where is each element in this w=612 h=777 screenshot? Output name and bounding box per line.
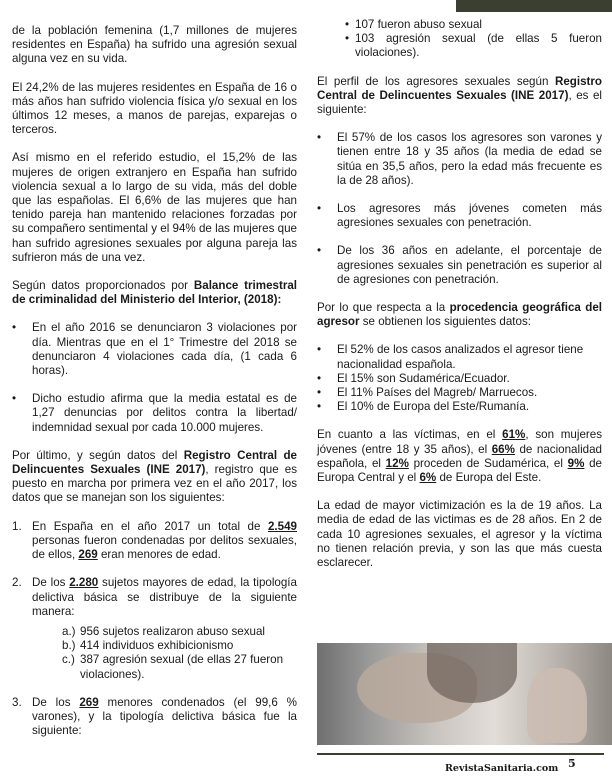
paragraph: Por último, y según datos del Registro Central de Delincuentes Sexuales (INE 2017), registro que es puesto en marcha por primera vez en el año 2017, los datos que se manejan son los siguientes: xyxy=(12,448,297,505)
paragraph: de la población femenina (1,7 millones de mujeres residentes en España) ha sufrido una agresión sexual alguna vez en su vida. xyxy=(12,24,297,66)
paragraph: El perfil de los agresores sexuales según Registro Central de Delincuentes Sexuales (INE 2017), es el siguiente: xyxy=(317,74,602,117)
page-number: 5 xyxy=(568,757,576,770)
list-item: 3. De los 269 menores condenados (el 99,6 % varones), y la tipología delictiva básica fue la siguiente: xyxy=(12,695,297,738)
paragraph: La edad de mayor victimización es la de 19 años. La media de edad de las victimas es de 28 años. En 2 de cada 10 agresiones sexuales, el agresor y la víctima no tienen relación previa, y son las que más cuesta esclarecer. xyxy=(317,499,602,570)
footer-site-name: RevistaSanitaria.com xyxy=(445,763,559,774)
list-item: • El 10% de Europa del Este/Rumanía. xyxy=(317,400,602,414)
list-item: • En el año 2016 se denunciaron 3 violaciones por día. Mientras que en el 1° Trimestre del 2018 se denunciaron 4 violaciones cada día, (1 cada 6 horas). xyxy=(12,321,297,378)
bullet-list xyxy=(317,131,602,287)
paragraph: Según datos proporcionados por Balance trimestral de criminalidad del Ministerio del Interior, (2018): xyxy=(12,279,298,307)
footer-rule xyxy=(317,753,604,755)
list-item: 1. En España en el año 2017 un total de 2.549 personas fueron condenadas por delitos sexuales, de ellos, 269 eran menores de edad. xyxy=(12,519,297,562)
list-item: c.) 387 agresión sexual (de ellas 27 fueron violaciones). xyxy=(62,653,284,681)
list-item: • El 15% son Sudamérica/Ecuador. xyxy=(317,372,602,386)
paragraph: Por lo que respecta a la procedencia geográfica del agresor se obtienen los siguientes datos: xyxy=(317,301,602,329)
source-title: Registro Central de Delincuentes Sexuales (INE 2017) xyxy=(317,74,602,102)
source-title: Registro Central de Delincuentes Sexuales (INE 2017) xyxy=(12,448,297,477)
source-title: procedencia geográfica del agresor xyxy=(317,301,602,329)
bullet-list xyxy=(317,343,602,414)
sub-list xyxy=(32,625,297,682)
sub-bullet-list xyxy=(317,18,602,61)
header-accent-bar xyxy=(456,0,612,12)
list-item: 2. De los 2.280 sujetos mayores de edad, la tipología delictiva básica se distribuye de la siguiente manera: a.) 956 sujetos realizaron abuso sexual b.) 414 individuos exhibicionismo c.) 387 agresión sexual (de ellas 27 fueron violaciones). xyxy=(12,576,297,681)
paragraph: El 24,2% de las mujeres residentes en España de 16 o más años han sufrido violencia física y/o sexual en los últimos 12 meses, a manos de parejas, exparejas o terceros. xyxy=(12,80,297,137)
list-item: • De los 36 años en adelante, el porcentaje de agresiones sexuales sin penetración es superior al de agresiones con penetración. xyxy=(317,244,602,287)
list-item: • 107 fueron abuso sexual xyxy=(345,18,602,32)
list-item: • Los agresores más jóvenes cometen más agresiones sexuales con penetración. xyxy=(317,202,602,230)
bullet-list xyxy=(12,321,297,434)
numbered-list xyxy=(12,520,297,739)
paragraph: En cuanto a las víctimas, en el 61%, son mujeres jóvenes (entre 18 y 35 años), el 66% de nacionalidad española, el 12% proceden de Sudamérica, el 9% de Europa Central y el 6% de Europa del Este. xyxy=(317,428,602,485)
right-column xyxy=(317,18,602,570)
list-item: • Dicho estudio afirma que la media estatal es de 1,27 denuncias por delitos contra la libertad/ indemnidad sexual por cada 10.000 mujeres. xyxy=(12,392,297,435)
left-column xyxy=(12,24,297,738)
source-title: Balance trimestral de criminalidad del Ministerio del Interior, (2018): xyxy=(12,279,298,307)
paragraph: Así mismo en el referido estudio, el 15,2% de las mujeres de origen extranjero en España han sufrido violencia sexual a lo largo de su vida, más del doble que las españolas. El 6,6% de las mujeres que han tenido pareja han mantenido relaciones forzadas por su compañero sentimental y el 94% de las mujeres que han sufrido agresiones sexuales por alguna pareja las sufrieron más de una vez. xyxy=(12,151,297,264)
list-item: • El 11% Países del Magreb/ Marruecos. xyxy=(317,386,602,400)
list-item: a.) 956 sujetos realizaron abuso sexual xyxy=(62,624,265,638)
list-item: • El 57% de los casos los agresores son varones y tienen entre 18 y 35 años (la media de edad se sitúa en 35,5 años, pero la edad más frecuente es la de 28 años). xyxy=(317,131,602,188)
article-photo xyxy=(317,643,612,745)
list-item: • El 52% de los casos analizados el agresor tiene nacionalidad española. xyxy=(317,343,602,371)
list-item: b.) 414 individuos exhibicionismo xyxy=(62,639,234,653)
list-item: • 103 agresión sexual (de ellas 5 fueron violaciones). xyxy=(345,32,602,60)
